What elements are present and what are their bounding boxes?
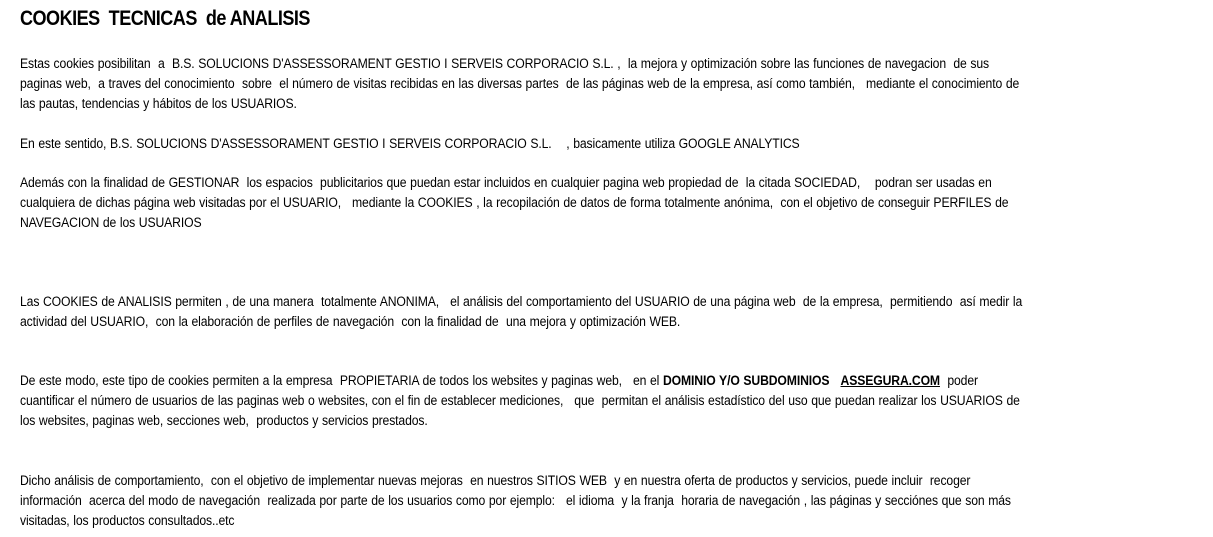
paragraph-intro [20,54,1198,114]
paragraph-line: cualquiera de dichas página web visitadas por el USUARIO, mediante la COOKIES , la recopilación de datos de forma totalmente anónima, con el objetivo de conseguir PERFILES de [20,195,1009,211]
paragraph-line: actividad del USUARIO, con la elaboración de perfiles de navegación con la finalidad de una mejora y optimización WEB. [20,314,681,330]
paragraph-line [20,371,1198,391]
paragraph-domain [20,371,1198,431]
paragraph-analytics [20,134,1198,154]
paragraph-line: paginas web, a traves del conocimiento sobre el número de visitas recibidas en las diversas partes de las páginas web de la empresa, así como también, mediante el conocimiento de [20,76,1020,92]
domain-link[interactable]: ASSEGURA.COM [840,373,940,389]
paragraph-advertising [20,173,1198,233]
paragraph-line: En este sentido, B.S. SOLUCIONS D'ASSESSORAMENT GESTIO I SERVEIS CORPORACIO S.L. , basicamente utiliza GOOGLE ANALYTICS [20,136,800,152]
paragraph-line: Además con la finalidad de GESTIONAR los espacios publicitarios que puedan estar incluidos en cualquier pagina web propiedad de la citada SOCIEDAD, podran ser usadas en [20,175,992,191]
domain-bold-label: DOMINIO Y/O SUBDOMINIOS [662,373,830,389]
domain-gap [829,373,840,389]
paragraph-line: Las COOKIES de ANALISIS permiten , de una manera totalmente ANONIMA, el análisis del comportamiento del USUARIO de una página web de la empresa, permitiendo así medir la [20,294,1023,310]
paragraph-line: los websites, paginas web, secciones web, productos y servicios prestados. [20,413,428,429]
paragraph-behaviour [20,471,1198,531]
page-title: COOKIES TECNICAS de ANALISIS [20,7,310,30]
paragraph-line: NAVEGACION de los USUARIOS [20,215,202,231]
paragraph-line: cuantificar el número de usuarios de las paginas web o websites, con el fin de establecer mediciones, que permitan el análisis estadístico del uso que puedan realizar los USUARIOS de [20,393,1020,409]
paragraph-line: visitadas, los productos consultados..etc [20,513,235,529]
paragraph-line: información acerca del modo de navegación realizada por parte de los usuarios como por ejemplo: el idioma y la franja horaria de navegación , las páginas y secciónes que son más [20,493,1011,509]
paragraph-line: las pautas, tendencias y hábitos de los USUARIOS. [20,96,297,112]
paragraph-analysis-cookies [20,292,1198,332]
domain-text-pre: De este modo, este tipo de cookies permiten a la empresa PROPIETARIA de todos los websites y paginas web, en el [20,373,663,389]
paragraph-line: Dicho análisis de comportamiento, con el objetivo de implementar nuevas mejoras en nuestros SITIOS WEB y en nuestra oferta de productos y servicios, puede incluir recoger [20,473,971,489]
paragraph-line: Estas cookies posibilitan a B.S. SOLUCIONS D'ASSESSORAMENT GESTIO I SERVEIS CORPORACIO S.L. , la mejora y optimización sobre las funciones de navegacion de sus [20,56,989,72]
domain-text-post: poder [939,373,978,389]
